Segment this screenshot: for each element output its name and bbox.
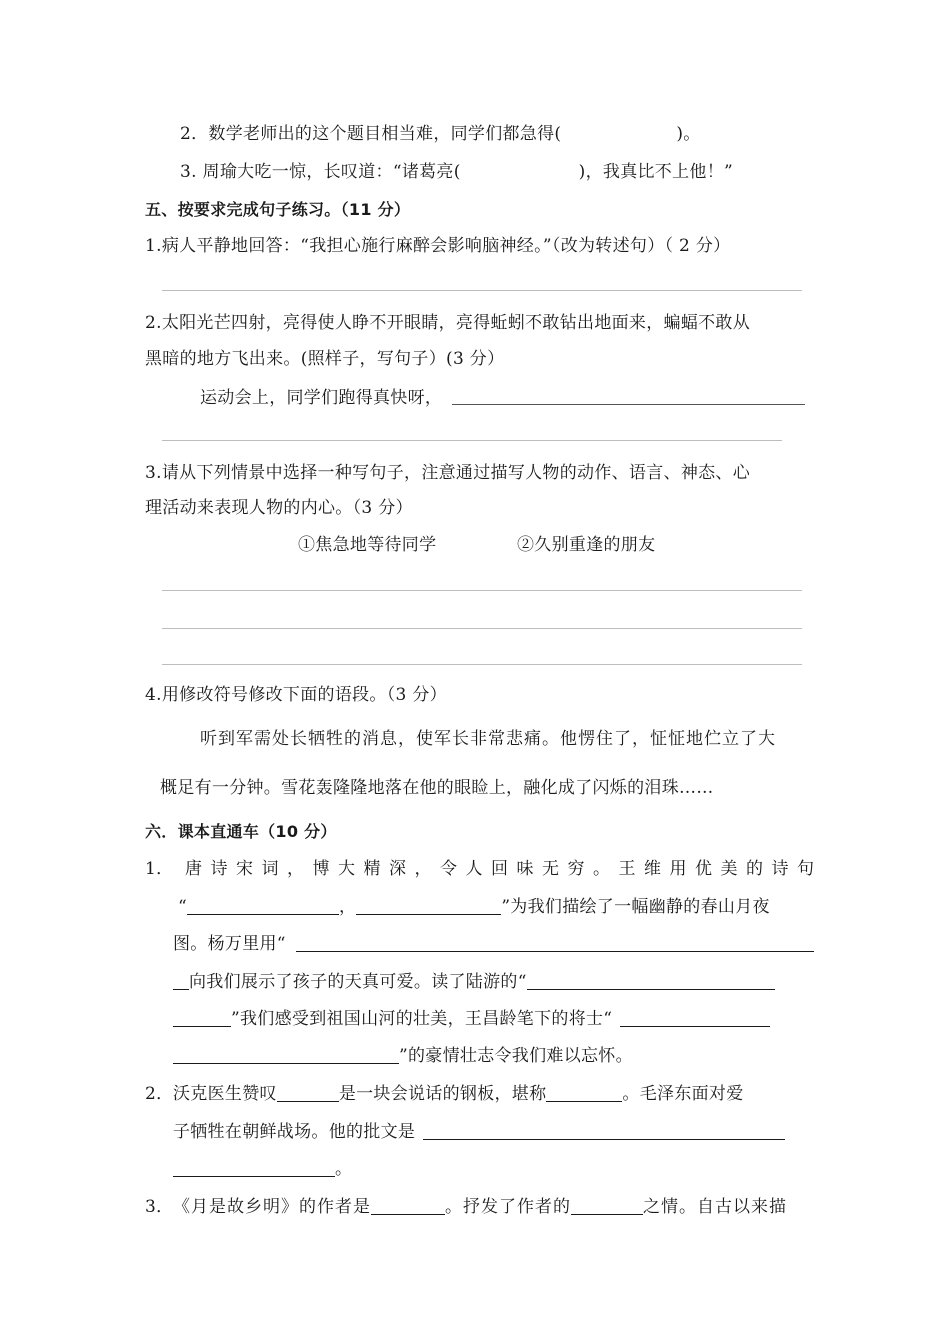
part5-q2-answer-line1[interactable] bbox=[452, 404, 805, 405]
part6-q2-blank2[interactable] bbox=[546, 1083, 622, 1102]
part5-q3-line1: 3.请从下列情景中选择一种写句子，注意通过描写人物的动作、语言、神态、心 bbox=[145, 463, 751, 483]
part6-q2-text-a: 沃克医生赞叹 bbox=[173, 1084, 277, 1104]
part6-q1-line1: 唐诗宋词，博大精深，令人回味无穷。王维用优美的诗句 bbox=[185, 859, 823, 879]
part5-q2-line2: 黑暗的地方飞出来。(照样子，写句子）(3 分） bbox=[145, 349, 505, 369]
q4-2-blank[interactable] bbox=[561, 124, 676, 142]
part5-q1-answer-line[interactable] bbox=[162, 290, 802, 291]
q4-2-text: 2．数学老师出的这个题目相当难，同学们都急得( bbox=[180, 124, 562, 144]
part6-q1-line4 bbox=[173, 970, 775, 994]
q4-3-blank[interactable] bbox=[461, 162, 579, 180]
part6-q2-period: 。 bbox=[335, 1159, 353, 1179]
q4-3-line bbox=[180, 160, 733, 184]
part5-q3-answer-line2[interactable] bbox=[162, 628, 802, 629]
part6-q1-blank1[interactable] bbox=[187, 896, 339, 915]
part5-q4-para2: 概足有一分钟。雪花轰隆隆地落在他的眼睑上，融化成了闪烁的泪珠…… bbox=[160, 778, 714, 798]
part6-q1-num: 1． bbox=[145, 859, 174, 879]
part6-q2-blank1[interactable] bbox=[277, 1083, 339, 1102]
part6-q3-text-b: 。抒发了作者的 bbox=[445, 1197, 571, 1217]
part6-q1-line5 bbox=[173, 1007, 770, 1031]
part6-q3-blank2[interactable] bbox=[571, 1196, 643, 1215]
part6-q2-line1 bbox=[173, 1082, 744, 1106]
q4-3-end: )，我真比不上他！” bbox=[578, 162, 733, 182]
part5-q4: 4.用修改符号修改下面的语段。（3 分） bbox=[145, 685, 447, 705]
part6-q2-blank3[interactable] bbox=[423, 1121, 785, 1140]
part5-q3-answer-line1[interactable] bbox=[162, 590, 802, 591]
part6-q3-text-a: 《月是故乡明》的作者是 bbox=[173, 1197, 371, 1217]
part6-heading: 六．课本直通车（10 分） bbox=[145, 822, 337, 841]
part6-q3-blank1[interactable] bbox=[371, 1196, 445, 1215]
part6-q1-blank4[interactable] bbox=[527, 971, 775, 990]
part5-q3-option2: ②久别重逢的朋友 bbox=[517, 535, 656, 555]
part5-q3-option1: ①焦急地等待同学 bbox=[298, 535, 437, 555]
part5-heading: 五、按要求完成句子练习。（11 分） bbox=[145, 200, 411, 219]
part6-q1-blank5[interactable] bbox=[620, 1008, 770, 1027]
part6-q1-blank2[interactable] bbox=[356, 896, 501, 915]
q4-3-text: 3. 周瑜大吃一惊，长叹道：“诸葛亮( bbox=[180, 162, 461, 182]
part6-q2-line3 bbox=[173, 1157, 352, 1181]
part6-q1-line3-text: 图。杨万里用“ bbox=[173, 934, 286, 954]
part6-q1-line6 bbox=[173, 1044, 633, 1068]
part6-q2-num: 2． bbox=[145, 1084, 174, 1104]
part6-q1-blank3-end[interactable] bbox=[173, 971, 189, 990]
part6-q3-text-c: 之情。自古以来描 bbox=[643, 1197, 787, 1217]
part6-q1-blank4-end[interactable] bbox=[173, 1008, 231, 1027]
part5-q2-line1: 2.太阳光芒四射，亮得使人睁不开眼睛，亮得蚯蚓不敢钻出地面来，蝙蝠不敢从 bbox=[145, 313, 751, 333]
part6-q1-line2 bbox=[178, 895, 770, 919]
comma: ， bbox=[339, 897, 357, 917]
part6-q1-blank5-end[interactable] bbox=[173, 1045, 399, 1064]
part6-q2-text-c: 。毛泽东面对爱 bbox=[622, 1084, 744, 1104]
part5-q1: 1.病人平静地回答：“我担心施行麻醉会影响脑神经。”（改为转述句）（ 2 分） bbox=[145, 236, 731, 256]
part6-q1-line5-text: ”我们感受到祖国山河的壮美，王昌龄笔下的将士“ bbox=[231, 1009, 613, 1029]
part6-q2-text-b: 是一块会说话的钢板，堪称 bbox=[338, 1084, 547, 1104]
open-quote: “ bbox=[178, 897, 187, 917]
part6-q3-num: 3． bbox=[145, 1197, 174, 1217]
part6-q2-line2 bbox=[173, 1120, 785, 1144]
part6-q3-line1 bbox=[173, 1195, 787, 1219]
part6-q1-line2-text: ”为我们描绘了一幅幽静的春山月夜 bbox=[501, 897, 770, 917]
q4-2-line bbox=[180, 122, 701, 146]
part6-q1-line3 bbox=[173, 932, 814, 956]
part5-q3-line2: 理活动来表现人物的内心。（3 分） bbox=[145, 498, 413, 518]
part6-q2-blank3-end[interactable] bbox=[173, 1158, 335, 1177]
part6-q1-line4-text: 向我们展示了孩子的天真可爱。读了陆游的“ bbox=[189, 972, 527, 992]
q4-2-end: )。 bbox=[676, 124, 701, 144]
part6-q2-line2-text: 子牺牲在朝鲜战场。他的批文是 bbox=[173, 1122, 416, 1142]
part5-q3-answer-line3[interactable] bbox=[162, 664, 802, 665]
part6-q1-blank3[interactable] bbox=[296, 933, 814, 952]
part6-q1-line6-text: ”的豪情壮志令我们难以忘怀。 bbox=[399, 1046, 633, 1066]
part5-q2-answer-line2[interactable] bbox=[162, 440, 782, 441]
part5-q2-prompt: 运动会上，同学们跑得真快呀， bbox=[200, 388, 443, 408]
part5-q4-para1: 听到军需处长牺牲的消息，使军长非常悲痛。他愣住了，怔怔地伫立了大 bbox=[200, 729, 776, 749]
